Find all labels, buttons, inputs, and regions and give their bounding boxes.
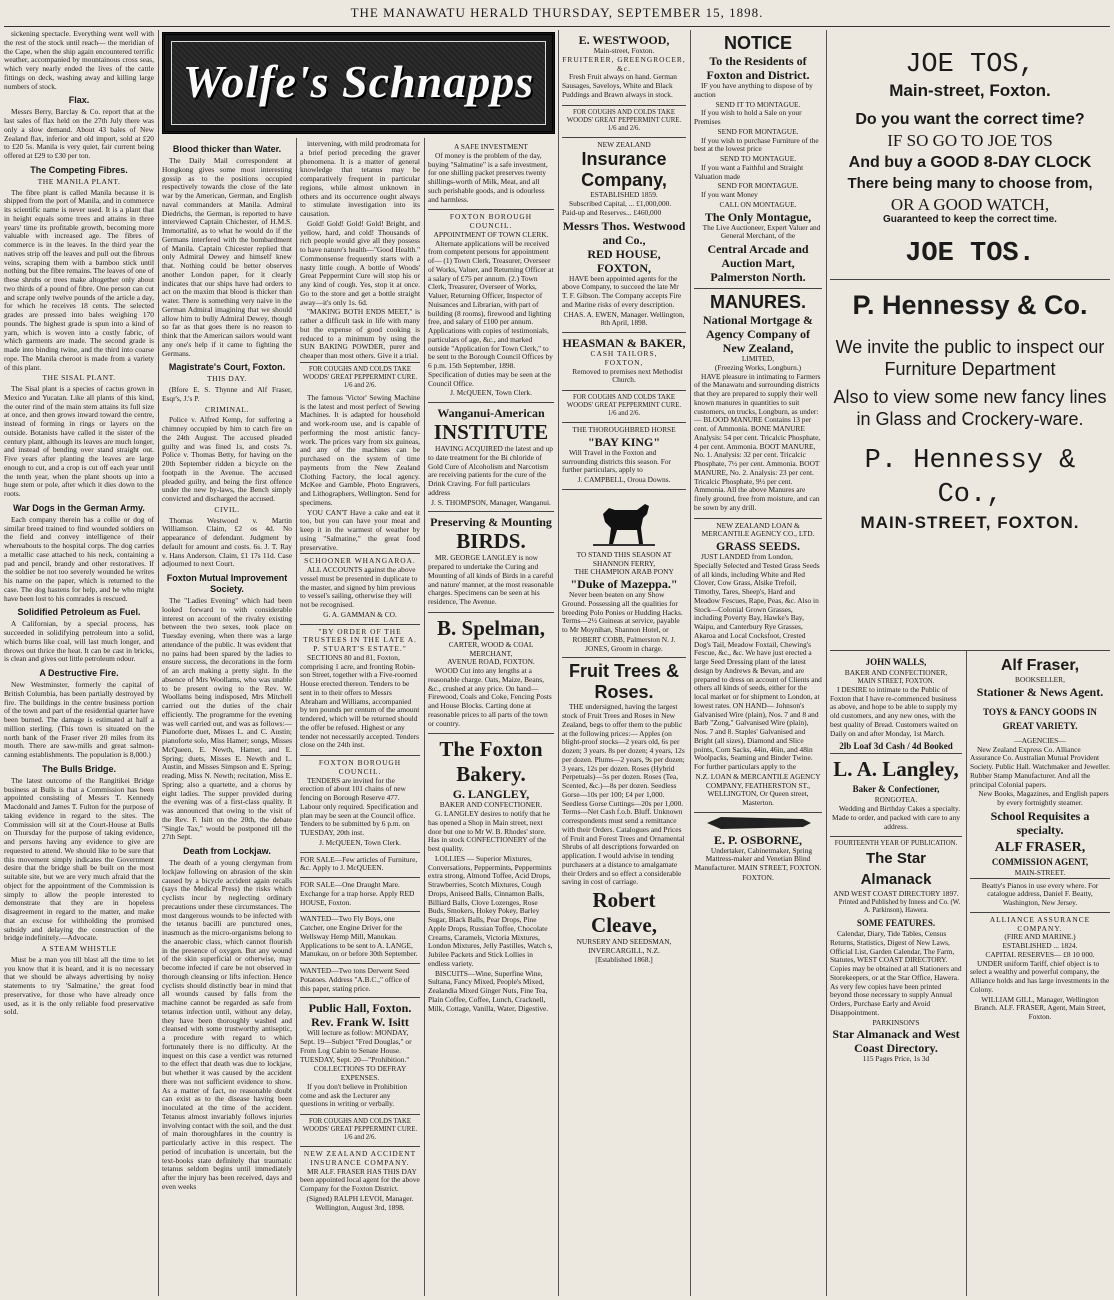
ad-schooner-title: SCHOONER WHANGAROA. [304,556,416,566]
ad-joe-tos-q2: IF SO GO TO JOE TOS [887,131,1053,150]
column-2 [162,140,292,1296]
ad-sale-mare: FOR SALE—One Draught Mare. Exchange for a trap horse. Apply RED HOUSE, Foxton. [300,877,420,911]
ad-walls-address: MAIN STREET, FOXTON. [857,677,935,685]
ad-walls-loaf: 2lb Loaf 3d Cash / 4d Booked [839,741,953,752]
ad-notice-send-2: SEND FOR MONTAGUE. [717,126,799,136]
column-6 [694,30,822,1296]
ad-clerk-title: FOXTON BOROUGH COUNCIL. [449,212,533,230]
article-lockjaw-continued: intervening, with mild prodromata for a brief period preceding the graver phenomena. It is a matter of general knowledge that tetanus may be comparatively frequent in particular regions, while almost unknown in others and its occurrence ought always to stimulate investigation into its causation. [300,140,420,218]
ad-trustees-text: SECTIONS 80 and 81, Foxton, comprising 1 acre, and fronting Robin-son Street, together with a Five-roomed House erected thereon. Tenders to be sent in to their offers to Messrs Abraham and Williams, accompanied by ten pounds per centum of the amount tendered, which will be returned should the offer be refused. Highest or any tender not necessarily accepted. Tenders close on the 24th inst. [300,652,420,750]
ad-joe-tos-address: Main-street, Foxton. [889,81,1051,100]
article-continuation: sickening spectacle. Everything went well with the rest of the stock until reach— the meridian of the Cape, when the ship again encountered terrific weather, accompanied by mountainous cross seas, which very nearly ended the lives of the cattle fittings on deck, washing away and killing large numbers of stock. [4,30,154,91]
article-sisal: The Sisal plant is a species of cactus grown in Mexico and Yucatan. Like all plants of this kind, the outer rind of the main stem attains its full size at once, and then grows inward toward the centre, instead of forming in rings or layers on the outside. Botanists have called it the sister of the century plant, although its leaves are much longer, and instead of bending over stand straight out. Five years after planting the leaves are large enough to cut, and a crop is cut off each year until the tenth year, when the plant shoots up into a huge stem or pole, after which it dies down to the roots. [4,384,154,498]
ad-birds-title-2: BIRDS. [456,529,526,554]
ad-langley-text: Wedding and Birthday Cakes a specialty. Made to order, and packed with care to any address. [832,804,961,831]
subheading-criminal: CRIMINAL. [205,404,249,414]
ad-langley-subtitle: Baker & Confectioner, [852,784,940,795]
ad-westwood-text: Fresh Fruit always on hand. German Sausages, Saveloys, White and Black Puddings and Brawn always in stock. [562,72,677,99]
article-petroleum: A Californian, by a special process, has succeeded in solidifying petroleum into a solid, which burns like coal, will last much longer, and throws out thrice the heat. It can be cast in bricks, is clean and gives out little petroleum odour. [4,619,154,664]
ad-fraser-agent-address: MAIN-STREET. [1014,867,1066,877]
heading-fire: A Destructive Fire. [39,668,119,678]
article-war-dogs: Each company therein has a collie or dog of similar breed trained to find wounded soldiers on the field and convey intelligence of their whereabouts to the hospital corps. The dog carries a metallic case attached to his neck, containing a pad and pencil, brandy and other restoratives. If the soldier be not too severely wounded he writes his name on the paper, which is returned to the case. The dog hastens for help, and he who might have been lost to his comrades is rescued. [4,514,154,603]
ad-insurance-established: ESTABLISHED 1859. [590,190,658,200]
ad-hall-title: Public Hall, Foxton. [308,1001,412,1016]
ad-birds-title: Preserving & Mounting [430,515,552,530]
ad-heasman-title: HEASMAN & BAKER, [562,336,686,350]
article-civil: Thomas Westwood v. Martin Williamson. Claim, £2 os 4d. No appearance of defendant. Judgment by default for amount and costs. 6s. J. T. Ray v. Hans Anderson. Claim, £1 17s 11d. Case adjourned to next Court. [162,515,292,569]
ad-fraser-agent-subtitle: COMMISSION AGENT, [991,856,1089,867]
ad-insurance-capital: Subscribed Capital, ... £1,000,000. Paid-up and Reserves... £460,000 [562,199,672,217]
ad-fraser-subtitle: BOOKSELLER, [1015,675,1065,684]
ad-fraser-books: New Books, Magazines, and English papers by every fortnightly steamer. [978,789,1109,807]
ad-fraser-toys: TOYS & FANCY GOODS IN GREAT VARIETY. [983,706,1097,731]
ad-osborne [694,812,822,887]
ad-alliance-subtitle: (FIRE AND MARINE.) [1004,932,1076,942]
ad-hennessy-address: MAIN-STREET, FOXTON. [860,512,1080,532]
ad-accident-insurance [300,1146,420,1216]
ad-fraser-title-2: Stationer & News Agent. [976,684,1104,699]
ad-accident-title: NEW ZEALAND ACCIDENT INSURANCE COMPANY. [303,1149,417,1167]
ad-institute-text: HAVING ACQUIRED the latest and up to date treatment for the Bi chloride of Gold Cure of Alcoholism and Narcotism are receiving patients for the cure of the Drink Craving. For full particulars address [428,444,553,497]
column-rule [558,30,559,1296]
ad-institute-title: INSTITUTE [433,420,549,444]
ad-star-subtitle: AND WEST COAST DIRECTORY 1897. [833,889,959,899]
article-criminal: Police v. Alfred Kemp, for suffering a chimney occupied by him to catch fire on the 24th August. The accused pleaded guilty and was fined 1s, and costs 7s. Police v. Thomas Betty, for having on the 20th September ridden a bicycle on the footpath in the Avenue. The accused pleaded guilty, and being the first offence under the new by-laws, the Bench simply convicted and discharged the accused. [162,415,292,503]
column-right-right [970,655,1110,1296]
ad-isitt-text: Will lecture as follow: MONDAY, Sept. 19—Subject "Fred Douglas," or From Log Cabin to Senate House. TUESDAY, Sept. 20—"Prohibition." [300,1028,412,1064]
ad-mazeppa-pony: THE CHAMPION ARAB PONY [574,567,674,577]
column-right-top [830,30,1110,650]
ad-star-almanack [830,836,962,1068]
ad-notice-line-5: If you want Money [701,190,758,199]
ad-loan-title: NEW ZEALAND LOAN & MERCANTILE AGENCY CO., LTD. [701,520,815,539]
ad-hennessy-title-2: P. Hennessy & Co., [864,445,1076,510]
ad-star-year: FOURTEENTH YEAR OF PUBLICATION. [834,840,958,848]
ad-star-title: The Star Almanack [860,850,932,889]
ad-westwood-trade: FRUITERER, GREENGROCER, &c. [562,54,686,73]
ad-walls-title: JOHN WALLS, [865,657,927,667]
ad-palmerston: Palmerston North. [710,270,806,284]
ad-notice-line-2: If you wish to hold a Sale on your Premises [694,108,802,126]
ad-cleave-address: INVERCARGILL, N.Z. [588,945,660,955]
article-mutual: The "Ladies Evening" which had been looked forward to with considerable interest on account of the rivalry existing between the two sexes, took place on Tuesday evening, when there was a large attendance of the public. It was evident that no pains had been spared by the ladies to ensure success, the decorations in the form of an arch making a pretty sight. In the absence of Mrs Woollams, who was unable to be present owing to the Rev. W. Woollams being indisposed, Mrs Mitchell carried out the duties of the chair efficiently. The programme for the evening was well carried out, and was as follows:—Pianoforte duet, Misses L. and C. Austin; pianoforte solo, Miss Hamer; songs, Misses McQueen, E. Newth, Hamer, and E. Spring; duets, Misses E. Newth and L. Austin, and Misses Simpson and E. Spring; reading, Miss N. Newth; recitation, Miss E. Spring; also a quartette, and a chorus by eight ladies. The supper provided during the evening was of a first-class quality. It was announced that owing to the visit of the Rev. F. Isitt on the 20th, the debate "Single Tax," would be postponed till the 27th Sept. [162,596,292,842]
ad-notice-send-1: SEND IT TO MONTAGUE. [715,99,801,109]
ad-cleave-established: [Established 1868.] [595,954,653,964]
ad-isitt-title: Rev. Frank W. Isitt [311,1015,409,1030]
ad-manures-limited: LIMITED, [741,354,775,363]
ad-borough-signature: J. McQUEEN, Town Clerk. [319,837,401,847]
ad-beatty-pianos: Beatty's Pianos in use every where. For catalogue address, Daniel F. Beatty, Washington, New Jersey. [970,878,1110,912]
heading-fibres: The Competing Fibres. [30,164,128,175]
ad-westwood-address: Main-street, Foxton. [593,46,655,55]
ad-grass-seeds [694,518,822,812]
heading-petroleum: Solidified Petroleum as Fuel. [17,607,141,618]
ad-mazeppa-text: Never been beaten on any Show Ground. Possessing all the qualities for breeding Polo Ponies or Hudding Hacks. Terms—2½ Guineas at service, payable to Mr Moynihan, Shannon Hotel, or [562,590,683,634]
ad-joe-tos-title: JOE TOS, [905,50,1035,80]
ad-accident-signature: (Signed) RALPH LEVOI, Manager. Wellington, August 3rd, 1898. [306,1193,414,1212]
ad-alliance-capital: CAPITAL RESERVES— £8 10 000. [985,949,1095,959]
ad-notice-line-1: IF you have anything to dispose of by auction [694,81,813,99]
ad-bay-king-title: "BAY KING" [587,434,661,449]
ad-osborne-address: FOXTON. [742,872,774,882]
ad-heasman [562,332,686,390]
column-right-left [830,655,962,1296]
ad-notice-send-3: SEND TO MONTAGUE. [719,154,797,163]
column-rule [690,30,691,1296]
ad-isitt-collections: COLLECTIONS TO DEFRAY EXPENSES. [313,1064,407,1082]
ad-accident-text: MR ALF. FRASER HAS THIS DAY been appointed local agent for the above Company for the Foxton District. [300,1166,420,1193]
masthead-rule [4,26,1110,27]
ad-langley-title: L. A. Langley, [833,757,959,782]
column-3 [300,140,420,1296]
ad-mazeppa-title: "Duke of Mazeppa." [570,577,678,591]
ad-safe-text: Of money is the problem of the day, buying "Salmatine" is a safe investment, for one shilling packet preserves twenty shillings-worth of Milk, Meat, and all such perishable goods, and is odourless and harmless. [428,150,548,204]
masthead: THE MANAWATU HERALD THURSDAY, SEPTEMBER 15, 1898. [350,5,764,20]
ad-alliance-established: ESTABLISHED ... 1824. [1002,941,1078,950]
ad-alliance-title: ALLIANCE ASSURANCE COMPANY. [989,914,1091,933]
ad-salmatine: YOU CAN'T Have a cake and eat it too, but you can have your meat and keep it in the warmest of weather by using "Salmatine," the great food preservative. [300,507,420,552]
heading-war-dogs: War Dogs in the German Army. [13,502,145,513]
ad-insurance-text: HAVE been appointed agents for the above Company, to succeed the late Mr T. F. Gibson. The Company accepts Fire and Marine risks of every description. [562,273,682,309]
horse-icon [589,496,659,548]
ad-manures-works: (Freezing Works, Longburn.) [714,362,802,372]
ad-fraser-agent: ALF FRASER, [994,839,1086,855]
ad-nz-prefix: NEW ZEALAND [597,139,651,149]
ad-trustees [300,624,420,756]
ad-manures-company: National Mortgage & Agency Company of New Zealand, [703,313,813,355]
column-4 [428,140,554,1296]
ad-fraser-agencies: —AGENCIES— [1014,735,1066,745]
ad-bakery-biscuits: BISCUITS—Wine, Superfine Wine, Sultana, Fancy Mixed, People's Mixed, Zealandia Mixed Ginger Nuts, Fine Tea, Plain Coffee, Coffee, Lunch, Cracknell, Milk, Cottage, Vanilla, Water, Digestive. [428,968,549,1013]
ad-schooner [300,553,420,623]
ad-birds [428,511,554,612]
ad-westwood [562,30,686,105]
ad-hennessy-line-1: We invite the public to inspect our Furniture Department [835,336,1105,379]
ad-heasman-text: Removed to premises next Methodist Church. [572,366,683,385]
heading-flax: Flax. [68,95,90,106]
ad-mazeppa-stand: TO STAND THIS SEASON AT SHANNON FERRY, [576,549,672,568]
ad-notice-line-4: If you want a Faithful and Straight Valuation made [694,162,804,181]
ad-woods-cure-3: FOR COUGHS AND COLDS TAKE WOODS' GREAT PEPPERMINT CURE. 1/6 and 2/6. [562,105,686,137]
ad-sale-furniture: FOR SALE—Few articles of Furniture, &c. Apply to J. McQUEEN. [300,852,420,878]
schnapps-banner-ad [162,32,555,134]
article-blood: The Daily Mail correspondent at Hongkong gives some most interesting gossip as to the positions occupied respectively towards the close of the late war by the American, German, and English naval commanders at Manila. Admiral Diedrichs, the German, is reported to have interviewed Captain Chichester, of H.M.S. Immortalité, as to what he would do if the Germans interfered with the bombardment of Manila. Captain Chicester replied that only Admiral Dewey and himself knew that. Nothing could be better observes another London paper, for it clearly indicates that our ships have had orders to act on the maxim that blood is thicker than water. There is something very naive in the German Admiral imagining that we should allow him to bully Admiral Dewey, though so far as that goes there is no reason to think that the American sailors would want any one's help if it came to fighting the Germans. [162,156,292,358]
heading-mutual: Foxton Mutual Improvement Society. [166,573,288,594]
article-manila: The fibre plant is called Manila because it is shipped from the port of Manila, and in commerce its scientific name is never used. It is a plant that in height equals some trees and attains in three years' time its profitable growth, becoming more valuable with increased age. The fibres of commerce is in the leaves. In the third year the natives strip off the leaves and pull out the fibrous veins, scraping them with a bamboo stick until nothing but the fibre remains. The leaves of one of these shrubs or trees make altogether only about two thirds of a pound of fibre. One person can cut and scrape only twelve pounds of the article a day, for which he receives 18 cents. The selected grades are pressed into bales weighing 170 pounds. The highest grade is spun into a kind of yarn, which is woven into a costly fabric, of which garments are made. The second grade is made into binding twine, and the third into coarse rope. The Manila cheroot is made from a variety of this plant. [4,187,154,372]
ad-gold: Gold! Gold! Gold! Gold! Bright, and yellow, hard, and cold! Thousands of rich people would give all they possess to have nature's health—"Good Health." Commonsense frequently starts with a nasty little cough. A bottle of Woods' Great Peppermint Cure will stop his or any kind of cough. Yes, stop it at once. Go to the store and get a bottle straight away—it's only 1s. 6d. [300,218,420,307]
ad-notice-title: NOTICE [723,33,792,53]
heading-steam-whistle: A STEAM WHISTLE [41,944,117,953]
ad-manures-text: HAVE pleasure in intimating to Farmers of the Manawatu and surrounding districts that they are prepared to supply their well known manures in quantities to suit customers, on trucks, Longburn, as under:— BLOOD MANURE Contains 13 per cent. of Ammonia. BONE MANURE Analysis: 54 per cent. Tricalcic Phosphate, 4 per cent. Ammonia. BOOT MANURE, No. 1. Analysis: 32 per cent. Tricalcic Phosphate, 7½ per cent. Ammonia. BOOT MANURE, No. 2. Analysis: 23 per cent. Tricalcic Phosphate, 9½ per cent. Ammonia. All the above Manures are finely ground, free from moisture, and can be sown by any drill. [694,371,821,512]
ad-alliance-text: UNDER uniform Tariff, chief object is to select a wealthy and powerful company, the Alliance holds and has large investments in the Colony. [970,958,1110,994]
ad-notice-send-5: CALL ON MONTAGUE. [719,199,797,209]
ad-star-features: SOME FEATURES. [856,918,936,928]
ad-star-price: 115 Pages Price, 1s 3d [862,1054,930,1064]
ad-bakery-owner: G. LANGLEY, [452,787,530,802]
ad-star-title-2: Star Almanack and West Coast Directory. [832,1027,960,1056]
ad-manures-title: MANURES. [709,292,806,312]
ad-borough-tenders [300,755,420,852]
ad-institute-prefix: Wanganui-American [437,406,545,420]
ad-fraser-agency-list: New Zealand Express Co. Alliance Assurance Co. Australian Mutual Provident Society. Public Hall. Watchmaker and Jeweller. Rubber Stamp Manufacturer. And all the principal Colonial papers. [970,744,1110,789]
subheading-sisal: THE SISAL PLANT. [42,373,116,383]
ad-walls-subtitle: BAKER AND CONFECTIONER, [844,668,948,677]
ad-wanted-potatoes: WANTED—Two tons Derwent Seed Potatoes. Address "A.B.C.," office of this paper, stating price. [300,963,420,997]
ad-isitt [300,997,420,1114]
ad-manures [694,288,822,518]
column-rule [158,30,159,1296]
ad-montague [694,30,822,288]
ad-insurance-signature: CHAS. A. EWEN, Manager. Wellington, 8th April, 1898. [563,309,685,328]
ad-heasman-subtitle: CASH TAILORS, [590,349,658,358]
article-bulls-bridge: The latest outcome of the Rangitikei Bridge business at Bulls is that a Commission has been appointed consisting of Messrs T. Kennedy Macdonald and James T. Fulton for the purpose of taking evidence in regard to the sites. The Commission will sit at the Court-House at Bulls on Thursday for the purpose of taking evidence, and persons having any evidence to give are requested to attend. We should like to be sure that this movement simply indicates the Government desire that the bridge shall be built on the most suitable site, but we are very much afraid that the object for the appointment of the Commission is simply to allow the people interested to demonstrate that they are in hopeless disagreement in regard to the matter, and make that an excuse for withholding the promised subsidy and delaying the construction of the bridge indefinitely.—Advocate. [4,775,154,943]
heading-bulls-bridge: The Bulls Bridge. [41,763,116,774]
ad-joe-tos-footer: JOE TOS. [905,238,1035,269]
ad-clerk-signature: J. McQUEEN, Town Clerk. [450,388,532,398]
ad-insurance-agents: Messrs Thos. Westwood and Co., [562,218,686,247]
ad-spelman-title: B. Spelman, [437,615,545,640]
ad-hennessy-title: P. Hennessy & Co. [852,289,1088,320]
ad-alliance-signature: WILLIAM GILL, Manager, Wellington Branch. ALF. FRASER, Agent, Main Street, Foxton. [974,994,1106,1021]
ad-mazeppa-signature: ROBERT COBB, Palmerston N. J. JONES, Groom in charge. [572,634,676,653]
banner-title: Wolfe's Schnapps [182,56,535,107]
ad-alliance [970,912,1110,1026]
column-rule [296,138,297,1296]
ad-grass-text: JUST LANDED from London, Specially Selected and Tested Grass Seeds of all kinds, including White and Red Clover, Cow Grass, Alsike Trefoil, Timothy, Tares, Sheep's, Hard and Meadow Fescues, Rape, Peas, &c. Also in Stock—Colonial Grown Grasses, including Poverty Bay, Hawke's Bay, Waipu, and Canterbury Rye Grasses, Akaroa and Local Cocksfoot, Crested Dog's Tail, Meadow Foxtail, Chewing's Fescue, &c., &c. We have just erected a large Seed Dressing plant of the latest design by Andrews & Bevan, and are prepared to dress on account of Clients and others all kinds of seeds, either for the local market or for shipment to London, at lowest rates. ON HAND— Johnson's Galvanised Wire (plain), Nos. 7 and 8 and Barb "Zong," Galvanised Wire (plain), Nos. 7 and 8. Staples' Galvanised and Bright (all sizes), Diamond and Slice points, Corn Sacks, 44in, 46in, and 48in Woolpacks, Seaming and Binder Twine. For further particulars apply to the [694,552,822,771]
ad-osborne-title: E. P. OSBORNE, [714,832,802,847]
ad-woods-cure: FOR COUGHS AND COLDS TAKE WOODS' GREAT PEPPERMINT CURE. 1/6 and 2/6. [300,362,420,394]
ad-bakery-title: The Foxton Bakery. [439,737,543,787]
ad-walls-text: I DESIRE to intimate to the Public of Foxton that I have re-commenced business as above, and hope to be able to supply my old customers, and any new ones, with the best quality of Bread. Customers waited on Daily on and after Monday, 1st March. [830,684,958,738]
ad-hennessy-line-2: Also to view some new fancy lines in Glass and Crockery-ware. [833,386,1107,429]
ad-fraser-title: Alf Fraser, [1000,657,1080,674]
ad-grass-title: GRASS SEEDS. [715,539,801,553]
ad-spelman-text: WOOD Cut into any lengths at a reasonable charge. Oats, Maize, Beans, &c., crushed at any price. On hand—Firewood, Coals and Coke, Fencing Posts and House Blocks. Carting done at reasonable prices to all parts of the town or country. [428,666,552,728]
subheading-manila: THE MANILA PLANT. [37,176,121,186]
section-rule [830,650,1110,651]
ad-institute [428,402,554,511]
ad-westwood-title: E. WESTWOOD, [578,33,670,47]
ad-fraser-school: School Requisites a specialty. [990,808,1090,837]
ad-joe-tos-q3: And buy a GOOD 8-DAY CLOCK [848,154,1092,171]
ad-notice-send-4: SEND FOR MONTAGUE. [717,181,799,191]
ad-bakery [428,733,554,1018]
ad-langley-address: RONGOTEA. [874,795,918,805]
column-1 [4,30,154,1296]
column-rule [424,138,425,1296]
coffin-icon [703,816,813,830]
ad-star-parkinson: PARKINSON'S [872,1017,920,1027]
ad-sewing-machine: The famous 'Victor' Sewing Machine is the latest and most perfect of Sewing Machines. It is adapted for household and work-room use, and is capable of performing the most artistic fancy-work. The prices vary from six guineas, and any of the machines can be purchased on the system of time payments from the New Zealand Clothing Factory, the local agency. McKee and Gamble, Photo Engravers, and Lithographers, Wellington. Send for specimens. [300,392,420,507]
ad-woods-cure-4: FOR COUGHS AND COLDS TAKE WOODS' GREAT PEPPERMINT CURE. 1/6 and 2/6. [562,390,686,422]
ad-bay-king-text: Will Travel in the Foxton and surrounding districts this season. For further particulars, apply to [562,447,672,475]
ad-schooner-signature: G. A. GAMMAN & CO. [323,609,397,619]
ad-star-features-text: Calendar, Diary, Tide Tables, Census Returns, Statistics, Digest of New Laws, Official List, Garden Calendar, The Farm, Statutes, WEST COAST DIRECTORY. Copies may be obtained at all Stationers and Storekeepers, or at the Star Office, Hawera. As very few copies have been printed beyond those necessary to supply Annual Orders, Purchase Early and Avoid Disappointment. [830,929,962,1017]
ad-only-montague: The Only Montague, [704,209,812,224]
ad-clerk-text: Alternate applications will be received from competent persons for appointment of— (1) Town Clerk, Treasurer, Overseer of Works, Valuer, and Returning Officer at a salary of £75 per annum. (2.) Town Clerk, Treasurer, Overseer of Works, Valuer, Returning Officer, Inspector of Nuisances and Librarian, with part of building (8 rooms), firewood and lighting free, and salary of £100 per annum. Applications with copies of testimonials, particulars of age, &c., and marked outside "Application for Town Clerk," to be sent to the Borough Council Offices by 6 p.m. 15th September, 1898. Specification of duties may be seen at the Council Office. [428,238,554,388]
ad-spelman-address: AVENUE ROAD, FOXTON. [447,657,535,667]
heading-magistrate: Magistrate's Court, Foxton. [168,362,286,373]
ad-isitt-note: If you don't believe in Prohibition come and ask the Lecturer any questions in writing or verbally. [300,1081,408,1109]
ad-fruit-trees [562,657,686,968]
ad-fruit-text: THE undersigned, having the largest stock of Fruit Trees and Roses in New Zealand, begs to offer them to the public at the following prices:— Apples (on blight-proof stocks—2 years old, 6s per dozen; 3 years. 8s per dozen; 4 years, 12s per dozen. Plums—2 years, 9s per dozen; 3 years, 12s per dozen. Roses (Hybrid Perpetuals)—5s per dozen. Roses (Tea, Scented, &c.)—8s per dozen. Seedless Gorse—10s per 100; £4 per 1,000. Seedless Gorse Cuttings—20s per 1,000. Terms—Net Cash f.o.b. Bluff. Unknown correspondents must send a remittance with their Orders. Catalogues and Prices of Fruit and Forest Trees and Ornamental Shrubs of all descriptions forwarded on application. I would advise in tending purchasers at a distance to amalgamate their Orders and so effect a considerable saving in cost of carriage. [562,702,685,887]
ad-institute-signature: J. S. THOMPSON, Manager, Wanganui. [431,497,551,507]
ad-bay-king-subtitle: THE THOROUGHBRED HORSE [572,425,676,434]
ad-bakery-lollies: LOLLIES — Superior Mixtures, Conversations, Peppermints, Peppermints extra strong, Almond Toffee, Acid Drops, Strawberries, Scotch Mixtures, Cough Drops, Aniseed Balls, Cinnamon Balls, Billiard Balls, Clove Lozenges, Rose Buds, Smokers, Hokey Pokey, Barley Sugar, Black Balls, Pear Drops, Pine Apple Drops, Russian Toffee, Chocolate Creams, Caramels, Victoria Mixtures, London Mixtures, Jelly Pastilles, Watch s, Jubilee Packets and Stick Lollies in endless variety. [428,853,553,968]
ad-insurance-redhouse: RED HOUSE, FOXTON, [587,246,661,275]
ad-central-arcade: Central Arcade and Auction Mart, [707,242,809,270]
column-rule [826,30,827,1296]
subheading-civil: CIVIL. [214,504,240,514]
ad-joe-tos-q5: OR A GOOD WATCH, [890,195,1050,214]
ad-cleave-title: Robert Cleave, [591,888,657,937]
ad-safe-investment [428,140,554,209]
ad-bakery-text: G. LANGLEY desires to notify that he has opened a Shop in Main street, next door but one to Mr W. B. Rhodes' store. Has in stock CONFECTIONERY of the best quality. [428,809,550,853]
ad-loan-signature: N.Z. LOAN & MERCANTILE AGENCY COMPANY, FEATHERSTON ST., WELLINGTON, Or Queen street, Masterton. [695,771,821,807]
article-steam-whistle: Must be a man you till blast all the time to let you know that it is heard, and it is no necessary that we should be always advertising by noisy statements to try 'Salmatine,' the great food preservative, for those who have already once used, as it is the only reliable food preservative sold. [4,954,154,1017]
subheading-this-day: THIS DAY. [207,374,247,384]
ad-mazeppa [562,489,686,658]
article-flax: Messrs Berry, Barclay & Co. report that at the last sales of flax held on the 27th July there was only a slow demand. About 43 bales of New Zealand flax, inferior and old import, sold at £20 to £20 5s. Manila is very quiet, fair current being offered at £29 to £30 per ton. [4,107,154,160]
ad-heasman-address: FOXTON, [604,357,644,367]
ad-trustees-title: "BY ORDER OF THE TRUSTEES IN THE LATE A. P. STUART'S ESTATE." [303,626,417,653]
ad-langley [830,753,962,836]
ad-woods-cure-2: FOR COUGHS AND COLDS TAKE WOODS' GREAT PEPPERMINT CURE. 1/6 and 2/6. [300,1114,420,1146]
ad-bakery-subtitle: BAKER AND CONFECTIONER. [439,800,543,810]
ad-cleave-subtitle: NURSERY AND SEEDSMAN, [576,937,672,946]
ad-fruit-title: Fruit Trees & Roses. [568,661,680,703]
column-rule [966,651,967,1296]
ad-montague-subtitle: The Live Auctioneer, Expert Valuer and General Merchant, of the [702,222,821,241]
ad-bay-king-signature: J. CAMPBELL, Oroua Downs. [577,475,671,484]
magistrate-bench: (Bfore E. S. Thynne and Alf Fraser, Esqr's, J.'s P. [162,385,292,403]
heading-blood: Blood thicker than Water. [172,144,282,154]
ad-bay-king [562,422,686,489]
ad-safe-title: A SAFE INVESTMENT [454,142,528,151]
ad-notice-subtitle: To the Residents of Foxton and District. [706,54,810,82]
ad-borough-text: TENDERS are invited for the erection of about 101 chains of new fencing on Borough Reserve 477. Labour only required. Specification and plan may be seen at the Council office. Tenders to be submitted by 6 p.m. on TUESDAY, 20th inst. [300,775,419,837]
ad-town-clerk [428,209,554,402]
ad-clerk-subtitle: APPOINTMENT OF TOWN CLERK. [433,229,549,239]
ad-joe-tos-q1: Do you want the correct time? [855,111,1085,128]
ad-baking-powder: "MAKING BOTH ENDS MEET," is rather a difficult task in life with many but the expense of good cooking is reduced to a minimum by using the SUN BAKING POWDER, purer and cheaper than most others. Give it a trial. [300,307,420,360]
ad-wanted-boys: WANTED—Two Fly Boys, one Catcher, one Engine Driver for the Wellsway Hemp Mill, Manukau. Applications to be sent to A. LANGE, Manukau, on or before 30th September. [300,911,420,963]
ad-notice-line-3: If you wish to purchase Furniture of the best at the lowest price [694,135,819,154]
ad-schooner-text: ALL ACCOUNTS against the above vessel must be presented in duplicate to the master, and signed by him previous to vessel's sailing, otherwise they will not be recognised. [300,565,418,609]
ad-borough-title: FOXTON BOROUGH COUNCIL. [318,758,402,776]
ad-spelman [428,612,554,734]
ad-star-printer: Printed and Published by Inness and Co. (W. A. Parkinson), Hawera. [838,899,961,914]
heading-lockjaw: Death from Lockjaw. [183,846,271,856]
article-lockjaw: The death of a young clergyman from lockjaw following on abrasion of the skin caused by a bicycle accident again recalls (says the Medical Press) the risks which cyclists incur by neglecting ordinary precautions under these circumstances. The most dangerous wounds to be infected with the tetanus bacilli are punctured ones, inasmuch as the micro-organisms belong to the anaerobic class, which cannot flourish in the presence of oxygen. But any wound of the skin superficial or otherwise, may become infected if care be not observed in thorough cleansing or lifts infection. Hence cyclists should distinctly bear in mind that all wounds caused by falls from the machine cannot be regarded as safe from tetanus infection until, without any delay, they have been thoroughly washed and cleansed with some trustworthy antiseptic, a procedure with regard to which fortunately there is no difficulty. At the inquest on this case a verdict was returned to the effect that death was due to lockjaw, but whether it was caused by the accident there was not sufficient evidence to show. As a matter of fact, no reasonable doubt can exist as to the disease having been inoculated at the time of the accident. Tetanus almost invariably follows injuries involving contact with the soil, and the dust of main thoroughfares in the country is particularly active in this respect. The period of incubation is uncertain, but the text-books state definitely that traumatic tetanus seldom begins until immediately after the injury has been received, days and even weeks [162,858,292,1191]
ad-insurance-title: Insurance Company, [581,149,667,191]
ad-birds-text: MR. GEORGE LANGLEY is now prepared to undertake the Curing and Mounting of all kinds of Birds in a careful and nature' manner, at the most reasonable charges. Specimens can be seen at his residence, The Avenue. [428,553,554,606]
ad-joe-tos-q4: There being many to choose from, [847,175,1093,192]
ad-osborne-text: Undertaker, Cabinetmaker, Spring Mattress-maker and Venetian Blind Manufacturer. MAIN STREET, FOXTON. [694,845,822,872]
ad-spelman-subtitle: CARTER, WOOD & COAL MERCHANT, [448,639,534,658]
ad-nz-insurance [562,137,686,333]
ad-joe-tos-q6: Guaranteed to keep the correct time. [883,214,1057,225]
article-fire: New Westminster, formerly the capital of British Columbia, has been partially destroyed by fire. The buildings in the centre business portion of the town and part of the residential quarter have been burned. The damage is estimated at half a million sterling. (This town is situated on the north bank of the Fraser river 20 miles from its mouth. There are saw-mills and great salmon-canning establishments. The population is 8,000.) [4,680,154,759]
column-5 [562,30,686,1296]
